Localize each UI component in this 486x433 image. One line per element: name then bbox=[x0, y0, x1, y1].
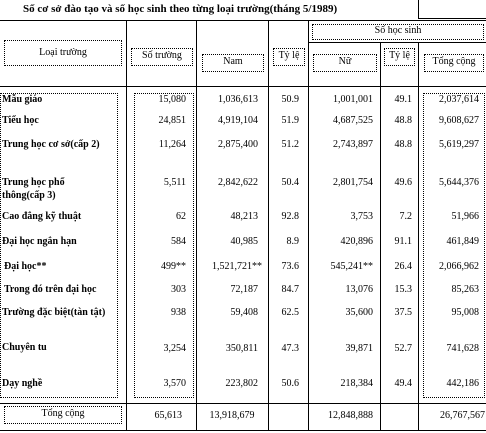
cell-nu: 3,753 bbox=[350, 211, 373, 222]
cell-ty-le-nam: 84.7 bbox=[281, 284, 299, 295]
cell-tong: 2,037,614 bbox=[439, 94, 479, 105]
cell-nam: 1,521,721** bbox=[212, 261, 262, 272]
cell-ty-le-nu: 7.2 bbox=[399, 211, 412, 222]
cell-nu: 218,384 bbox=[340, 378, 373, 389]
row-name: Đại học** bbox=[4, 261, 47, 272]
cell-tong: 85,263 bbox=[451, 284, 479, 295]
header-nam: Nam bbox=[223, 56, 243, 67]
cell-nu: 1,001,001 bbox=[333, 94, 373, 105]
total-tong: 26,767,567 bbox=[440, 410, 485, 421]
col-sep-3 bbox=[268, 20, 269, 430]
total-label: Tổng cộng bbox=[41, 408, 85, 419]
cell-ty-le-nam: 47.3 bbox=[281, 343, 299, 354]
total-bottom-line bbox=[0, 430, 486, 431]
cell-ty-le-nam: 51.9 bbox=[281, 115, 299, 126]
cell-nu: 35,600 bbox=[345, 307, 373, 318]
cell-ty-le-nu: 49.4 bbox=[394, 378, 412, 389]
cell-ty-le-nu: 48.8 bbox=[394, 139, 412, 150]
total-top-line bbox=[0, 403, 486, 404]
cell-nu: 39,871 bbox=[345, 343, 373, 354]
cell-nam: 1,036,613 bbox=[218, 94, 258, 105]
cell-ty-le-nu: 91.1 bbox=[394, 236, 412, 247]
row-name: Trung học phổ bbox=[2, 177, 65, 188]
cell-nam: 4,919,104 bbox=[218, 115, 258, 126]
cell-so-truong: 938 bbox=[171, 307, 186, 318]
subheader-line bbox=[308, 42, 486, 43]
row-name: Mẫu giáo bbox=[2, 94, 43, 105]
header-so-truong: Số trường bbox=[142, 50, 182, 61]
cell-nu: 420,896 bbox=[340, 236, 373, 247]
cell-so-truong: 15,080 bbox=[158, 94, 186, 105]
cell-nam: 2,842,622 bbox=[218, 177, 258, 188]
header-ty-le-2: Tỷ lệ bbox=[389, 50, 410, 61]
cell-ty-le-nam: 50.4 bbox=[281, 177, 299, 188]
cell-nu: 13,076 bbox=[345, 284, 373, 295]
header-ty-le-1: Tỷ lệ bbox=[278, 50, 300, 61]
cell-tong: 9,608,627 bbox=[439, 115, 479, 126]
cell-so-truong: 584 bbox=[171, 236, 186, 247]
cell-nam: 72,187 bbox=[230, 284, 258, 295]
cell-ty-le-nu: 48.8 bbox=[394, 115, 412, 126]
cell-ty-le-nu: 26.4 bbox=[394, 261, 412, 272]
total-nam: 13,918,679 bbox=[209, 410, 255, 421]
cell-tong: 2,066,962 bbox=[439, 261, 479, 272]
cell-ty-le-nu: 49.6 bbox=[394, 177, 412, 188]
header-nu: Nữ bbox=[338, 56, 352, 67]
cell-tong: 461,849 bbox=[446, 236, 479, 247]
cell-ty-le-nu: 52.7 bbox=[394, 343, 412, 354]
cell-tong: 95,008 bbox=[451, 307, 479, 318]
row-name: Trường đặc biệt(tàn tật) bbox=[2, 307, 106, 318]
col-sep-1 bbox=[126, 20, 127, 430]
cell-ty-le-nam: 8.9 bbox=[286, 236, 299, 247]
col-sep-4 bbox=[308, 20, 309, 430]
row-name: Đại học ngắn hạn bbox=[2, 236, 77, 247]
row-name: Tiểu học bbox=[2, 115, 39, 126]
header-tong-cong: Tổng cộng bbox=[432, 56, 476, 67]
cell-nam: 350,811 bbox=[225, 343, 258, 354]
total-so-truong: 65,613 bbox=[154, 410, 182, 421]
row-name: Dạy nghề bbox=[2, 378, 43, 389]
cell-ty-le-nam: 50.6 bbox=[281, 378, 299, 389]
cell-ty-le-nam: 50.9 bbox=[281, 94, 299, 105]
row-name: Trong đó trên đại học bbox=[4, 284, 97, 295]
cell-so-truong: 5,511 bbox=[163, 177, 186, 188]
cell-ty-le-nam: 62.5 bbox=[281, 307, 299, 318]
cell-ty-le-nu: 15.3 bbox=[394, 284, 412, 295]
header-top-line bbox=[0, 20, 486, 21]
cell-tong: 741,628 bbox=[446, 343, 479, 354]
cell-so-truong: 3,254 bbox=[163, 343, 186, 354]
cell-ty-le-nam: 92.8 bbox=[281, 211, 299, 222]
cell-nu: 2,743,897 bbox=[333, 139, 373, 150]
row-name: Trung học cơ sở(cấp 2) bbox=[2, 139, 100, 150]
cell-so-truong: 499** bbox=[161, 261, 186, 272]
cell-tong: 5,644,376 bbox=[439, 177, 479, 188]
total-nu: 12,848,888 bbox=[328, 410, 373, 421]
cell-nam: 48,213 bbox=[230, 211, 258, 222]
cell-ty-le-nu: 49.1 bbox=[394, 94, 412, 105]
cell-ty-le-nam: 51.2 bbox=[281, 139, 299, 150]
title-tab bbox=[418, 0, 486, 19]
row-name-line2: thông(cấp 3) bbox=[2, 190, 56, 201]
row-name: Cao đẳng kỹ thuật bbox=[2, 211, 82, 222]
cell-tong: 51,966 bbox=[451, 211, 479, 222]
cell-nam: 59,408 bbox=[230, 307, 258, 318]
col-sep-2 bbox=[196, 20, 197, 430]
header-so-hoc-sinh: Số học sinh bbox=[374, 25, 422, 36]
cell-ty-le-nam: 73.6 bbox=[281, 261, 299, 272]
row-name: Chuyên tu bbox=[2, 342, 47, 353]
cell-nu: 2,801,754 bbox=[333, 177, 373, 188]
cell-so-truong: 24,851 bbox=[158, 115, 186, 126]
cell-so-truong: 11,264 bbox=[158, 139, 186, 150]
cell-tong: 5,619,297 bbox=[439, 139, 479, 150]
cell-nu: 545,241** bbox=[330, 261, 373, 272]
header-loai-truong: Loại trường bbox=[39, 47, 87, 58]
cell-nu: 4,687,525 bbox=[333, 115, 373, 126]
cell-nam: 2,875,400 bbox=[218, 139, 258, 150]
header-bottom-line bbox=[0, 86, 486, 87]
cell-so-truong: 3,570 bbox=[163, 378, 186, 389]
cell-ty-le-nu: 37.5 bbox=[394, 307, 412, 318]
cell-so-truong: 303 bbox=[171, 284, 186, 295]
cell-tong: 442,186 bbox=[446, 378, 479, 389]
cell-nam: 40,985 bbox=[230, 236, 258, 247]
cell-so-truong: 62 bbox=[176, 211, 186, 222]
table-title: Số cơ sở đào tạo và số học sinh theo từng loại trường(tháng 5/1989) bbox=[23, 3, 338, 15]
cell-nam: 223,802 bbox=[225, 378, 258, 389]
